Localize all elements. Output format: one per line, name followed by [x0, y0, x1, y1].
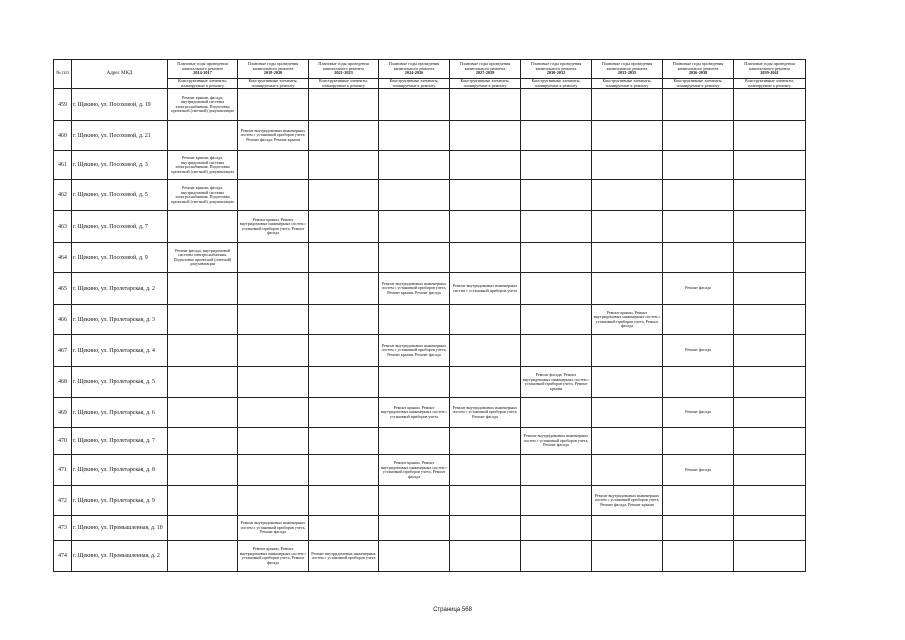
repair-works-cell	[592, 243, 663, 273]
repair-works-cell: Ремонт крыши, Ремонт внутридомовых инженерных систем с установкой приборов учета, Ремонт фасада	[379, 455, 450, 486]
table-row	[54, 243, 806, 273]
repair-works-cell	[168, 398, 238, 428]
repair-works-cell	[168, 541, 238, 572]
repair-works-cell: Ремонт внутридомовых инженерных систем с установкой приборов учета	[450, 273, 521, 305]
repair-works-cell	[309, 428, 379, 455]
row-address: г. Щекино, ул. Пролетарская, д. 9	[72, 486, 168, 516]
repair-works-cell	[521, 398, 592, 428]
repair-works-cell	[309, 455, 379, 486]
header-period	[450, 60, 521, 79]
repair-works-cell	[168, 211, 238, 243]
repair-works-cell	[734, 305, 806, 335]
repair-works-cell	[734, 516, 806, 541]
header-period-years: 2018-2020	[263, 70, 283, 76]
row-number: 467	[54, 335, 72, 367]
repair-works-cell	[734, 243, 806, 273]
table-row	[54, 211, 806, 243]
row-address: г. Щекино, ул. Посоховой, д. 9	[72, 243, 168, 273]
repair-works-cell	[663, 211, 734, 243]
repair-works-cell	[592, 151, 663, 180]
repair-works-cell	[521, 180, 592, 211]
row-number: 472	[54, 486, 72, 516]
row-address: г. Щекино, ул. Пролетарская, д. 3	[72, 305, 168, 335]
repair-works-cell	[379, 180, 450, 211]
header-period-title: Плановые годы проведения капитального ремонта	[601, 60, 653, 71]
row-address: г. Щекино, ул. Посоховой, д. 5	[72, 180, 168, 211]
header-period-subtitle: Конструктивные элементы, планируемые к ремонту	[168, 79, 238, 89]
repair-works-cell	[309, 335, 379, 367]
repair-works-cell	[734, 273, 806, 305]
table-row	[54, 516, 806, 541]
header-period-subtitle: Конструктивные элементы, планируемые к ремонту	[309, 79, 379, 89]
repair-works-cell	[521, 151, 592, 180]
header-period-years: 2024-2026	[404, 70, 424, 76]
repair-works-cell	[734, 367, 806, 398]
header-period-title: Плановые годы проведения капитального ремонта	[247, 60, 299, 71]
row-number: 464	[54, 243, 72, 273]
repair-works-cell	[734, 121, 806, 151]
repair-works-cell	[663, 486, 734, 516]
repair-works-cell	[734, 486, 806, 516]
row-address: г. Щекино, ул. Пролетарская, д. 5	[72, 367, 168, 398]
repair-works-cell	[379, 211, 450, 243]
header-period-subtitle: Конструктивные элементы, планируемые к ремонту	[238, 79, 309, 89]
header-period	[309, 60, 379, 79]
header-period-title: Плановые годы проведения капитального ремонта	[672, 60, 724, 71]
repair-works-cell	[168, 516, 238, 541]
repair-works-cell	[309, 398, 379, 428]
repair-works-cell	[238, 428, 309, 455]
repair-works-cell	[592, 335, 663, 367]
page-number: Страница 568	[433, 607, 472, 613]
header-period-title: Плановые годы проведения капитального ремонта	[744, 60, 795, 71]
repair-works-cell	[521, 211, 592, 243]
repair-works-cell	[450, 516, 521, 541]
row-address: г. Щекино, ул. Пролетарская, д. 6	[72, 398, 168, 428]
repair-works-cell	[309, 486, 379, 516]
repair-works-cell	[238, 243, 309, 273]
repair-works-cell: Ремонт крыши, Ремонт внутридомовых инженерных систем с установкой приборов учета, Ремонт фасада	[238, 541, 309, 572]
row-number: 461	[54, 151, 72, 180]
repair-works-cell	[734, 455, 806, 486]
repair-works-cell	[238, 486, 309, 516]
repair-works-cell: Ремонт крыши, фасада, внутридомовой системы электроснабжения. Подготовка проектной (сметной) документации	[168, 89, 238, 121]
repair-works-cell	[734, 541, 806, 572]
table-header	[54, 60, 806, 89]
header-period-years: 2030-2032	[546, 70, 566, 76]
repair-works-cell	[168, 428, 238, 455]
header-period-years: 2039-2041	[760, 70, 779, 76]
repair-works-cell: Ремонт фасада	[663, 398, 734, 428]
repair-works-cell	[168, 367, 238, 398]
repair-works-cell	[238, 398, 309, 428]
repair-works-cell	[521, 89, 592, 121]
repair-works-cell	[309, 305, 379, 335]
table-row	[54, 486, 806, 516]
table-row	[54, 455, 806, 486]
repair-plan-table	[53, 59, 806, 572]
row-number: 471	[54, 455, 72, 486]
repair-works-cell	[309, 211, 379, 243]
repair-works-cell: Ремонт внутридомовых инженерных систем с установкой приборов учета, Ремонт фасада	[521, 428, 592, 455]
row-address: г. Щекино, ул. Посоховой, д. 19	[72, 89, 168, 121]
repair-works-cell	[450, 121, 521, 151]
repair-works-cell	[663, 89, 734, 121]
header-period	[521, 60, 592, 79]
table-row	[54, 273, 806, 305]
repair-works-cell	[663, 541, 734, 572]
repair-works-cell	[592, 398, 663, 428]
repair-works-cell: Ремонт крыши, Ремонт внутридомовых инженерных систем с установкой приборов учета	[379, 398, 450, 428]
repair-works-cell: Ремонт крыши, фасада, внутридомовой системы электроснабжения. Подготовка проектной (сметной) документации	[168, 151, 238, 180]
repair-works-cell	[734, 180, 806, 211]
repair-works-cell	[379, 541, 450, 572]
repair-works-cell	[309, 367, 379, 398]
repair-works-cell	[379, 151, 450, 180]
repair-works-cell	[734, 428, 806, 455]
table-row	[54, 428, 806, 455]
repair-works-cell	[450, 428, 521, 455]
row-number: 469	[54, 398, 72, 428]
header-period	[734, 60, 806, 79]
repair-works-cell: Ремонт крыши, Ремонт внутридомовых инженерных систем с установкой приборов учета, Ремонт фасада	[238, 211, 309, 243]
repair-works-cell	[592, 121, 663, 151]
header-period	[592, 60, 663, 79]
header-address: Адрес МКД	[72, 60, 168, 89]
repair-works-cell	[592, 455, 663, 486]
repair-works-cell	[521, 273, 592, 305]
repair-works-cell	[592, 180, 663, 211]
repair-works-cell	[592, 516, 663, 541]
repair-works-cell	[238, 305, 309, 335]
repair-works-cell	[592, 273, 663, 305]
repair-works-cell: Ремонт внутридомовых инженерных систем с установкой приборов учета, Ремонт крыши, Ремонт фасада	[379, 335, 450, 367]
table-row	[54, 305, 806, 335]
header-period-subtitle: Конструктивные элементы, планируемые к ремонту	[450, 79, 521, 89]
repair-works-cell: Ремонт фасада, внутридомовой системы электроснабжения. Подготовка проектной (сметной) документации	[168, 243, 238, 273]
repair-works-cell: Ремонт крыши, Ремонт внутридомовых инженерных систем с установкой приборов учета, Ремонт фасада	[592, 305, 663, 335]
table-row	[54, 151, 806, 180]
repair-works-cell	[521, 335, 592, 367]
repair-works-cell	[168, 486, 238, 516]
repair-works-cell	[592, 428, 663, 455]
repair-works-cell	[663, 367, 734, 398]
header-period	[168, 60, 238, 79]
repair-works-cell	[450, 243, 521, 273]
repair-works-cell	[309, 121, 379, 151]
repair-works-cell	[168, 455, 238, 486]
repair-works-cell: Ремонт фасада, Ремонт внутридомовых инженерных систем с установкой приборов учета, Ремонт крыши	[521, 367, 592, 398]
repair-works-cell	[238, 273, 309, 305]
repair-works-cell: Ремонт внутридомовых инженерных систем с установкой приборов учета, Ремонт фасада	[450, 398, 521, 428]
repair-works-cell	[663, 151, 734, 180]
row-address: г. Щекино, ул. Промышленная, д. 10	[72, 516, 168, 541]
repair-works-cell	[379, 121, 450, 151]
row-number: 468	[54, 367, 72, 398]
repair-works-cell	[592, 367, 663, 398]
row-number: 474	[54, 541, 72, 572]
repair-works-cell	[379, 243, 450, 273]
repair-works-cell	[663, 428, 734, 455]
repair-works-cell	[450, 305, 521, 335]
row-address: г. Щекино, ул. Пролетарская, д. 8	[72, 455, 168, 486]
repair-works-cell	[592, 211, 663, 243]
repair-works-cell	[379, 516, 450, 541]
header-period-years: 2027-2029	[475, 70, 495, 76]
repair-works-cell	[450, 367, 521, 398]
repair-works-cell: Ремонт внутридомовых инженерных систем с установкой приборов учета, Ремонт фасада	[238, 516, 309, 541]
repair-works-cell	[450, 541, 521, 572]
repair-works-cell	[663, 180, 734, 211]
table-row	[54, 398, 806, 428]
header-period-subtitle: Конструктивные элементы, планируемые к ремонту	[663, 79, 734, 89]
repair-works-cell	[238, 455, 309, 486]
repair-works-cell	[521, 516, 592, 541]
repair-works-cell: Ремонт внутридомовых инженерных систем с установкой приборов учета	[309, 541, 379, 572]
repair-works-cell	[168, 335, 238, 367]
table-row	[54, 335, 806, 367]
header-period-years: 2036-2038	[688, 70, 708, 76]
repair-works-cell	[168, 121, 238, 151]
header-period-title: Плановые годы проведения капитального ремонта	[459, 60, 511, 71]
repair-works-cell	[592, 541, 663, 572]
repair-works-cell	[379, 305, 450, 335]
table-row	[54, 541, 806, 572]
row-address: г. Щекино, ул. Пролетарская, д. 2	[72, 273, 168, 305]
repair-works-cell	[379, 89, 450, 121]
repair-works-cell	[450, 211, 521, 243]
repair-works-cell	[309, 516, 379, 541]
repair-works-cell	[450, 89, 521, 121]
row-address: г. Щекино, ул. Промышленная, д. 2	[72, 541, 168, 572]
row-number: 466	[54, 305, 72, 335]
header-period-title: Плановые годы проведения капитального ремонта	[318, 60, 369, 71]
repair-works-cell	[663, 243, 734, 273]
row-address: г. Щекино, ул. Пролетарская, д. 4	[72, 335, 168, 367]
repair-works-cell: Ремонт внутридомовых инженерных систем с установкой приборов учета, Ремонт крыши, Ремонт фасада	[379, 273, 450, 305]
row-address: г. Щекино, ул. Посоховой, д. 3	[72, 151, 168, 180]
table-row	[54, 89, 806, 121]
repair-works-cell	[309, 89, 379, 121]
header-period-subtitle: Конструктивные элементы, планируемые к ремонту	[521, 79, 592, 89]
repair-works-cell	[238, 89, 309, 121]
repair-works-cell	[663, 121, 734, 151]
header-period	[238, 60, 309, 79]
repair-works-cell	[450, 486, 521, 516]
header-period-subtitle: Конструктивные элементы, планируемые к ремонту	[734, 79, 806, 89]
header-period-subtitle: Конструктивные элементы, планируемые к ремонту	[592, 79, 663, 89]
repair-works-cell	[734, 89, 806, 121]
header-period	[663, 60, 734, 79]
repair-works-cell	[521, 121, 592, 151]
header-number: № п/п	[54, 60, 72, 89]
row-number: 462	[54, 180, 72, 211]
header-period-years: 2033-2035	[617, 70, 637, 76]
row-number: 463	[54, 211, 72, 243]
repair-works-cell	[521, 305, 592, 335]
repair-works-cell: Ремонт внутридомовых инженерных систем с установкой приборов учета, Ремонт фасада, Ремонт крыши	[238, 121, 309, 151]
repair-works-cell	[238, 151, 309, 180]
header-period-subtitle: Конструктивные элементы, планируемые к ремонту	[379, 79, 450, 89]
header-period-years: 2021-2023	[334, 70, 353, 76]
repair-works-cell: Ремонт фасада	[663, 455, 734, 486]
repair-works-cell: Ремонт крыши, фасада, внутридомовой системы электроснабжения. Подготовка проектной (сметной) документации	[168, 180, 238, 211]
repair-works-cell	[450, 335, 521, 367]
header-period-title: Плановые годы проведения капитального ремонта	[530, 60, 582, 71]
table-row	[54, 180, 806, 211]
table-body	[54, 89, 806, 572]
repair-works-cell	[592, 89, 663, 121]
header-period-years: 2014-2017	[193, 70, 212, 76]
repair-works-cell	[734, 211, 806, 243]
header-period-title: Плановые годы проведения капитального ремонта	[388, 60, 440, 71]
row-number: 465	[54, 273, 72, 305]
row-address: г. Щекино, ул. Посоховой, д. 21	[72, 121, 168, 151]
repair-works-cell	[521, 541, 592, 572]
repair-works-cell	[450, 151, 521, 180]
header-period-title: Плановые годы проведения капитального ремонта	[177, 60, 228, 71]
repair-works-cell	[521, 486, 592, 516]
repair-works-cell	[379, 486, 450, 516]
header-period	[379, 60, 450, 79]
repair-works-cell	[168, 305, 238, 335]
repair-works-cell	[734, 335, 806, 367]
table-row	[54, 121, 806, 151]
row-address: г. Щекино, ул. Посоховой, д. 7	[72, 211, 168, 243]
repair-works-cell	[238, 367, 309, 398]
row-address: г. Щекино, ул. Пролетарская, д. 7	[72, 428, 168, 455]
repair-works-cell	[309, 243, 379, 273]
repair-works-cell	[379, 367, 450, 398]
repair-works-cell	[663, 516, 734, 541]
row-number: 473	[54, 516, 72, 541]
repair-works-cell	[521, 455, 592, 486]
row-number: 470	[54, 428, 72, 455]
repair-works-cell	[309, 151, 379, 180]
repair-works-cell	[521, 243, 592, 273]
repair-works-cell	[238, 335, 309, 367]
repair-works-cell	[168, 273, 238, 305]
repair-works-cell: Ремонт внутридомовых инженерных систем с установкой приборов учета, Ремонт фасада, Ремонт крыши	[592, 486, 663, 516]
row-number: 460	[54, 121, 72, 151]
repair-works-cell	[238, 180, 309, 211]
repair-works-cell	[309, 180, 379, 211]
repair-works-cell: Ремонт фасада	[663, 335, 734, 367]
repair-works-cell	[450, 455, 521, 486]
repair-works-cell: Ремонт фасада	[663, 273, 734, 305]
table-row	[54, 367, 806, 398]
row-number: 459	[54, 89, 72, 121]
repair-works-cell	[734, 151, 806, 180]
repair-works-cell	[309, 273, 379, 305]
repair-works-cell	[663, 305, 734, 335]
repair-works-cell	[734, 398, 806, 428]
repair-works-cell	[379, 428, 450, 455]
repair-works-cell	[450, 180, 521, 211]
